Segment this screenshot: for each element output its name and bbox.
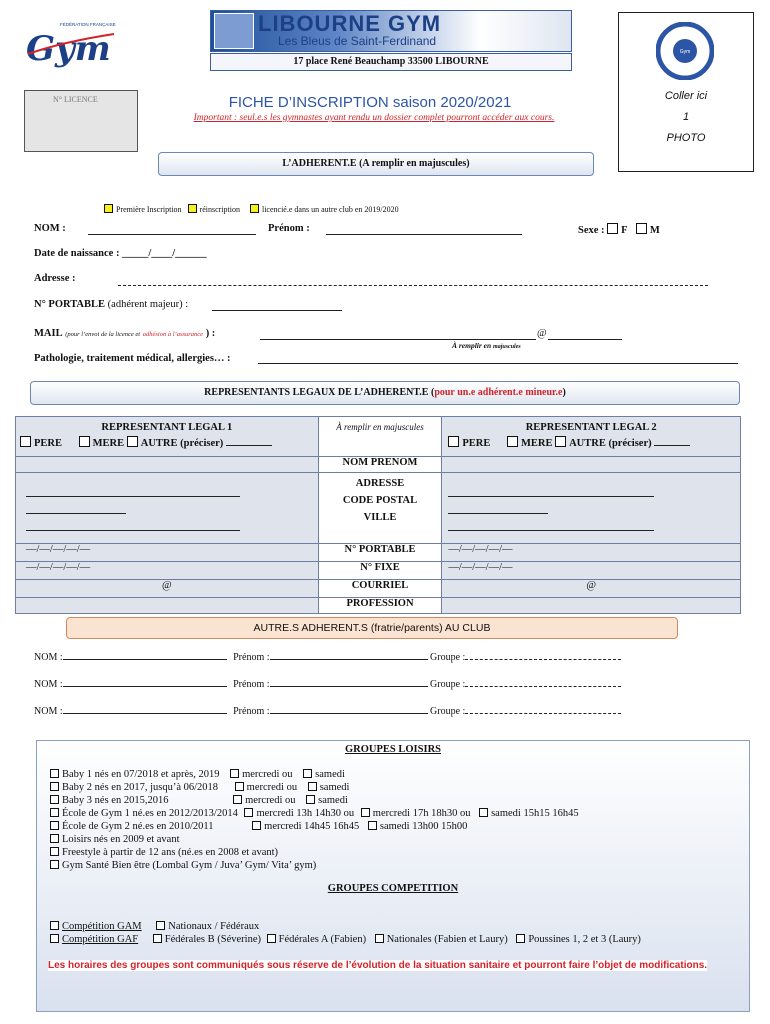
adherent-section-bar: L’ADHERENT.E (A remplir en majuscules): [158, 152, 594, 176]
baby1-samedi-label: samedi: [315, 769, 345, 780]
other-member-row-3: [34, 706, 621, 717]
gaf-fed-a-checkbox[interactable]: [267, 934, 276, 943]
mail-note-1: (pour l’envoi de la licence et: [65, 331, 141, 338]
prenom-input[interactable]: [326, 234, 522, 235]
portable-label: N° PORTABLE: [34, 299, 106, 310]
rep2-autre-checkbox[interactable]: [555, 436, 566, 447]
reinscription-label: réinscription: [199, 205, 240, 214]
other-prenom-label: Prénom :: [233, 652, 270, 663]
loisirs-line-sante: [50, 860, 316, 871]
autre-club-label: licencié.e dans un autre club en 2019/2020: [261, 205, 399, 214]
rep2-adresse-line3: [448, 517, 654, 531]
competition-gam-line: [50, 921, 259, 932]
rep1-header-cell: [16, 417, 319, 457]
nom-prenom-label: NOM PRENOM: [318, 457, 442, 473]
rep1-autre-input[interactable]: [226, 445, 272, 446]
sexe-m-label: M: [649, 225, 660, 236]
rep1-nom-cell[interactable]: [16, 457, 319, 473]
autres-adherents-bar: AUTRE.S ADHERENT.S (fratrie/parents) AU CLUB: [66, 617, 678, 639]
loisirs-line-freestyle: [50, 847, 278, 858]
gym-federation-logo: [22, 14, 122, 72]
mail-label: MAIL: [34, 328, 63, 339]
majuscules-text: majuscules: [493, 344, 521, 350]
sexe-label: Sexe :: [578, 225, 605, 236]
premiere-inscription-label: Première Inscription: [116, 205, 182, 214]
rep1-adresse-cell[interactable]: [16, 473, 319, 543]
mail-at: @: [537, 328, 547, 339]
rep1-mere-label: MERE: [92, 438, 125, 449]
gaf-poussines-label: Poussines 1, 2 et 3 (Laury): [528, 934, 641, 945]
gam-label: Compétition GAM: [62, 921, 142, 932]
club-name: LIBOURNE GYM: [258, 11, 442, 36]
loisirs-title: GROUPES LOISIRS: [345, 744, 441, 755]
adresse-input[interactable]: [118, 285, 708, 286]
loisirs-line-baby1: [50, 769, 345, 780]
representants-table: [15, 416, 741, 614]
gaf-nationales-label: Nationales (Fabien et Laury): [386, 934, 508, 945]
ecole2-mercredi-checkbox[interactable]: [252, 821, 261, 830]
inscription-options: [104, 204, 399, 214]
mail-majuscules-note: [452, 341, 521, 350]
other-groupe-input[interactable]: [465, 713, 621, 714]
ecole1-checkbox[interactable]: [50, 808, 59, 817]
rep2-pere-label: PERE: [462, 438, 491, 449]
competition-title: GROUPES COMPETITION: [327, 883, 459, 894]
fixe-label: N° FIXE: [318, 561, 442, 579]
other-prenom-input[interactable]: [270, 713, 428, 714]
rep1-pere-label: PERE: [34, 438, 63, 449]
rep1-pere-checkbox[interactable]: [20, 436, 31, 447]
sante-label: Gym Santé Bien être (Lombal Gym / Juva’ Gym/ Vita’ gym): [62, 860, 317, 871]
other-prenom-input[interactable]: [270, 659, 428, 660]
rep2-fixe-cell[interactable]: —/—/—/—/—: [442, 561, 741, 579]
other-nom-input[interactable]: [63, 659, 227, 660]
rep1-autre-label: AUTRE (préciser): [140, 438, 224, 449]
loisirs-line-baby3: [50, 795, 348, 806]
rep1-mere-checkbox[interactable]: [79, 436, 90, 447]
rep2-autre-label: AUTRE (préciser): [569, 438, 652, 449]
ecole2-mercredi-label: mercredi 14h45 16h45: [264, 821, 360, 832]
licence-number-field[interactable]: [24, 90, 138, 152]
baby3-checkbox[interactable]: [50, 795, 59, 804]
reinscription-checkbox[interactable]: [188, 204, 197, 213]
nom-input[interactable]: [88, 234, 256, 235]
gaf-poussines-checkbox[interactable]: [516, 934, 525, 943]
sexe-f-label: F: [621, 225, 628, 236]
baby3-mercredi-checkbox[interactable]: [233, 795, 242, 804]
ecole1-samedi-label: samedi 15h15 16h45: [491, 808, 579, 819]
rep1-adresse-line1: [26, 483, 240, 497]
photo-line-3: PHOTO: [666, 132, 706, 144]
other-groupe-label: Groupe :: [430, 706, 466, 717]
licence-label: N° LICENCE: [53, 95, 98, 104]
ecole2-samedi-label: samedi 13h00 15h00: [379, 821, 468, 832]
baby2-checkbox[interactable]: [50, 782, 59, 791]
baby1-mercredi-checkbox[interactable]: [230, 769, 239, 778]
rep2-adresse-cell[interactable]: [442, 473, 741, 543]
other-groupe-label: Groupe :: [430, 679, 466, 690]
loisirs-line-baby2: [50, 782, 349, 793]
freestyle-checkbox[interactable]: [50, 847, 59, 856]
other-nom-input[interactable]: [63, 713, 227, 714]
important-notice: Important : seul.e.s les gymnastes ayant rendu un dossier complet pourront accéder aux cours.: [193, 113, 555, 123]
mid-header: À remplir en majuscules: [318, 417, 442, 457]
profession-label: PROFESSION: [318, 597, 442, 613]
other-prenom-input[interactable]: [270, 686, 428, 687]
other-groupe-input[interactable]: [465, 659, 621, 660]
baby1-checkbox[interactable]: [50, 769, 59, 778]
gam-nationaux-checkbox[interactable]: [156, 921, 165, 930]
sexe-group: [578, 223, 660, 236]
prenom-label: Prénom :: [268, 223, 310, 234]
mail-input-user[interactable]: [260, 339, 536, 340]
ecole1-mercredi1-label: mercredi 13h 14h30 ou: [256, 808, 355, 819]
other-groupe-input[interactable]: [465, 686, 621, 687]
baby2-samedi-checkbox[interactable]: [308, 782, 317, 791]
pathologie-label: Pathologie, traitement médical, allergies… :: [34, 353, 231, 364]
rep1-profession-cell[interactable]: [16, 597, 319, 613]
photo-line-1: Coller ici: [664, 90, 708, 102]
rep1-relation: [16, 433, 318, 449]
sexe-m-checkbox[interactable]: [636, 223, 647, 234]
photo-line-2: 1: [682, 111, 690, 123]
naissance-field[interactable]: Date de naissance : _____/____/______: [34, 248, 207, 259]
rep2-header-cell: [442, 417, 741, 457]
adresse-label: Adresse :: [34, 273, 76, 284]
baby3-samedi-checkbox[interactable]: [306, 795, 315, 804]
rep1-title: REPRESENTANT LEGAL 1: [101, 422, 233, 433]
loisirs-label: Loisirs nés en 2009 et avant: [62, 834, 180, 845]
loisirs-line-loisirs: [50, 834, 180, 845]
gaf-checkbox[interactable]: [50, 934, 59, 943]
baby1-samedi-checkbox[interactable]: [303, 769, 312, 778]
rep2-adresse-line1: [448, 483, 654, 497]
club-address: 17 place René Beauchamp 33500 LIBOURNE: [210, 53, 572, 71]
rep1-adresse-line3: [26, 517, 240, 531]
sexe-f-checkbox[interactable]: [607, 223, 618, 234]
gaf-fed-b-checkbox[interactable]: [153, 934, 162, 943]
adresse-labels: [318, 473, 442, 543]
portable-input[interactable]: [212, 310, 342, 311]
photo-instructions: [618, 86, 754, 149]
gam-nationaux-label: Nationaux / Fédéraux: [168, 921, 260, 932]
portable-label-table: N° PORTABLE: [318, 543, 442, 561]
mail-note-2: adhésion à l’assurance: [142, 331, 204, 338]
schedule-notice: [48, 958, 712, 973]
other-nom-label: NOM :: [34, 706, 63, 717]
club-subtitle: Les Bleus de Saint-Ferdinand: [278, 34, 437, 48]
notice-text: Les horaires des groupes sont communiqués sous réserve de l’évolution de la situation sanitaire et pourront faire l’objet de modifications.: [48, 960, 708, 971]
mail-field-label: [34, 328, 215, 339]
baby2-samedi-label: samedi: [319, 782, 350, 793]
remplir-text: À remplir en: [452, 341, 492, 350]
club-seal-icon: [656, 22, 714, 80]
code-postal-label: CODE POSTAL: [342, 495, 418, 507]
gaf-label: Compétition GAF: [62, 934, 139, 945]
baby3-label: Baby 3 nés en 2015,2016: [62, 795, 169, 806]
representants-section-bar: [30, 381, 740, 405]
baby3-samedi-label: samedi: [318, 795, 348, 806]
rep2-profession-cell[interactable]: [442, 597, 741, 613]
rep2-mere-checkbox[interactable]: [507, 436, 518, 447]
nom-label: NOM :: [34, 223, 66, 234]
reps-bar-red: pour un.e adhérent.e mineur.e: [434, 387, 563, 398]
ville-label: VILLE: [363, 512, 397, 524]
other-nom-input[interactable]: [63, 686, 227, 687]
portable-suffix: (adhérent majeur) :: [107, 299, 189, 310]
svg-text:Gym: Gym: [679, 49, 691, 55]
other-groupe-label: Groupe :: [430, 652, 466, 663]
premiere-inscription-checkbox[interactable]: [104, 204, 113, 213]
rep2-autre-input[interactable]: [654, 445, 690, 446]
baby3-mercredi-label: mercredi ou: [245, 795, 296, 806]
ecole1-samedi-checkbox[interactable]: [479, 808, 488, 817]
other-member-row-2: [34, 679, 621, 690]
competition-gaf-line: [50, 934, 641, 945]
adresse-label-table: ADRESSE: [355, 478, 405, 490]
ecole1-mercredi2-label: mercredi 17h 18h30 ou: [372, 808, 471, 819]
rep1-portable-cell[interactable]: —/—/—/—/—: [16, 543, 319, 561]
gam-checkbox[interactable]: [50, 921, 59, 930]
mail-input-domain[interactable]: [548, 339, 622, 340]
rep1-autre-checkbox[interactable]: [127, 436, 138, 447]
ecole1-label: École de Gym 1 né.es en 2012/2013/2014: [62, 808, 238, 819]
gaf-fed-a-label: Fédérales A (Fabien): [278, 934, 367, 945]
reps-bar-text: REPRESENTANTS LEGAUX DE L’ADHERENT.E (: [204, 387, 435, 398]
baby2-mercredi-label: mercredi ou: [246, 782, 298, 793]
portable-field-label: [34, 299, 188, 310]
gym-logo-text: Gym: [26, 29, 111, 69]
reps-bar-end: ): [562, 387, 566, 398]
autre-club-checkbox[interactable]: [250, 204, 259, 213]
other-nom-label: NOM :: [34, 652, 63, 663]
rep2-pere-checkbox[interactable]: [448, 436, 459, 447]
federation-small-text: FÉDÉRATION FRANÇAISE: [60, 22, 116, 27]
gymnast-photo-icon: [214, 13, 254, 49]
rep2-portable-cell[interactable]: —/—/—/—/—: [442, 543, 741, 561]
gaf-fed-b-label: Fédérales B (Séverine): [164, 934, 261, 945]
freestyle-label: Freestyle à partir de 12 ans (né.es en 2008 et avant): [62, 847, 279, 858]
mail-note-3: ) :: [205, 328, 216, 339]
rep2-nom-cell[interactable]: [442, 457, 741, 473]
baby2-label: Baby 2 nés en 2017, jusqu’à 06/2018: [62, 782, 219, 793]
other-nom-label: NOM :: [34, 679, 63, 690]
rep1-adresse-line2: [26, 500, 126, 514]
baby1-label: Baby 1 nés en 07/2018 et après, 2019: [62, 769, 220, 780]
gaf-nationales-checkbox[interactable]: [375, 934, 384, 943]
other-prenom-label: Prénom :: [233, 679, 270, 690]
rep2-mere-label: MERE: [520, 438, 553, 449]
other-prenom-label: Prénom :: [233, 706, 270, 717]
loisirs-line-ecole2: [50, 821, 467, 832]
ecole2-checkbox[interactable]: [50, 821, 59, 830]
pathologie-input[interactable]: [258, 363, 738, 364]
rep2-courriel-cell[interactable]: @: [442, 579, 741, 597]
baby1-mercredi-label: mercredi ou: [242, 769, 293, 780]
ecole1-mercredi1-checkbox[interactable]: [244, 808, 253, 817]
rep2-relation: [442, 433, 740, 449]
ecole2-label: École de Gym 2 né.es en 2010/2011: [62, 821, 214, 832]
ecole1-mercredi2-checkbox[interactable]: [361, 808, 370, 817]
loisirs-checkbox[interactable]: [50, 834, 59, 843]
baby2-mercredi-checkbox[interactable]: [235, 782, 244, 791]
rep1-courriel-cell[interactable]: @: [16, 579, 319, 597]
rep2-title: REPRESENTANT LEGAL 2: [525, 422, 657, 433]
other-member-row-1: [34, 652, 621, 663]
form-title: FICHE D’INSCRIPTION saison 2020/2021: [228, 94, 512, 111]
rep2-adresse-line2: [448, 500, 548, 514]
ecole2-samedi-checkbox[interactable]: [368, 821, 377, 830]
sante-checkbox[interactable]: [50, 860, 59, 869]
loisirs-line-ecole1: [50, 808, 579, 819]
rep1-fixe-cell[interactable]: —/—/—/—/—: [16, 561, 319, 579]
courriel-label: COURRIEL: [318, 579, 442, 597]
